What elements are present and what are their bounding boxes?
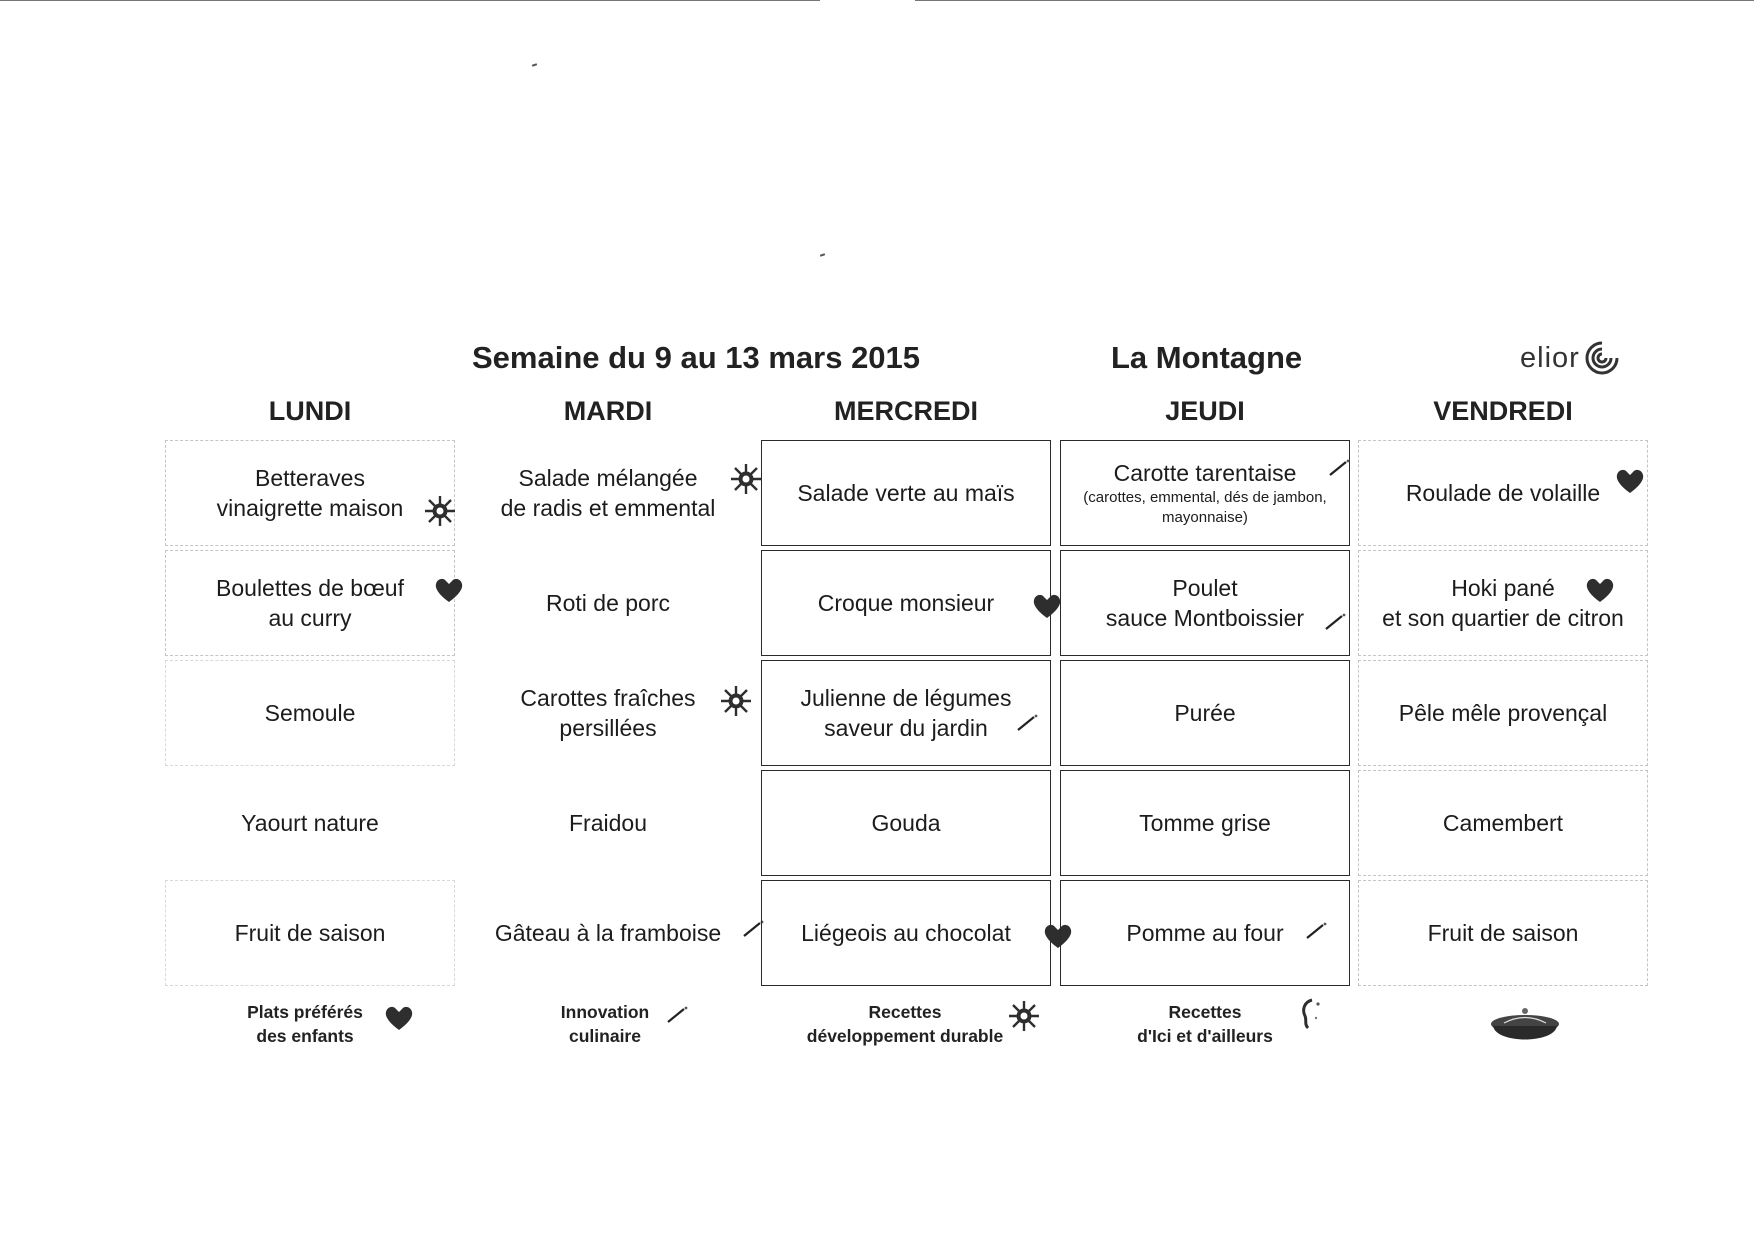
dish-text: au curry [268, 605, 352, 631]
dish-text: Salade mélangée [518, 465, 698, 491]
menu-cell [761, 770, 1051, 876]
dish-text: Salade verte au maïs [797, 480, 1015, 506]
dish-text: Gouda [871, 810, 941, 836]
dish-text: Pêle mêle provençal [1398, 700, 1608, 726]
heart-icon [1615, 467, 1645, 495]
dish-text: persillées [559, 715, 657, 741]
wand-icon [666, 1006, 688, 1024]
menu-cell [463, 440, 753, 546]
sun-icon [424, 495, 456, 527]
menu-cell [165, 440, 455, 546]
scan-speck [820, 253, 825, 257]
wand-icon [1305, 922, 1327, 940]
dish-text: Semoule [264, 700, 356, 726]
elior-logo [1520, 340, 1620, 376]
menu-cell [463, 770, 753, 876]
day-header-mercredi: MERCREDI [833, 396, 978, 426]
dish-text: Fraidou [569, 810, 647, 836]
dish-text: Poulet [1172, 575, 1238, 601]
sun-icon [720, 685, 752, 717]
dish-note: (carottes, emmental, dés de jambon, [1083, 489, 1327, 506]
menu-cell [463, 880, 753, 986]
wand-icon [1324, 613, 1346, 631]
day-header-lundi: LUNDI [268, 396, 352, 426]
day-header-jeudi: JEUDI [1165, 396, 1245, 426]
menu-cell [165, 770, 455, 876]
menu-cell [1358, 660, 1648, 766]
day-header-vendredi: VENDREDI [1433, 396, 1573, 426]
heart-icon [384, 1004, 414, 1032]
menu-cell [463, 660, 753, 766]
dish-text: de radis et emmental [500, 495, 716, 521]
dish-text: Julienne de légumes [800, 685, 1012, 711]
heart-icon [1585, 576, 1615, 604]
menu-cell [1060, 660, 1350, 766]
dish-text: Carottes fraîches [520, 685, 696, 711]
menu-cell [165, 660, 455, 766]
dish-text: Tomme grise [1139, 810, 1271, 836]
legend-label: Innovation [560, 1002, 650, 1022]
menu-cell [761, 660, 1051, 766]
legend-label: des enfants [256, 1026, 354, 1046]
dish-text: Roti de porc [545, 590, 670, 616]
dish-text: Fruit de saison [234, 920, 386, 946]
menu-cell [761, 880, 1051, 986]
menu-cell [761, 550, 1051, 656]
scan-edge-top-left [0, 0, 820, 1]
menu-cell [1358, 880, 1648, 986]
week-title: Semaine du 9 au 13 mars 2015 [472, 340, 921, 375]
dish-text: Pomme au four [1126, 920, 1284, 946]
dish-text: sauce Montboissier [1105, 605, 1305, 631]
dish-text: Liégeois au chocolat [801, 920, 1011, 946]
dish-text: Carotte tarentaise [1113, 460, 1297, 486]
menu-cell [1060, 440, 1350, 546]
school-name: La Montagne [1111, 340, 1303, 375]
day-header-mardi: MARDI [563, 396, 653, 426]
menu-cell [1060, 550, 1350, 656]
legend-label: Recettes [1168, 1002, 1242, 1022]
menu-cell [1060, 770, 1350, 876]
wand-icon [1328, 459, 1350, 477]
dish-text: Gâteau à la framboise [494, 920, 722, 946]
dish-text: et son quartier de citron [1382, 605, 1624, 631]
bowl-logo-icon [1488, 1006, 1562, 1052]
menu-cell [1358, 440, 1648, 546]
legend-item [1095, 1000, 1315, 1048]
dish-note: mayonnaise) [1162, 509, 1248, 526]
swirl-logo-icon [1584, 340, 1620, 376]
scan-edge-top-right [915, 0, 1754, 1]
dish-text: Croque monsieur [817, 590, 995, 616]
logo-text: elior [1520, 341, 1580, 374]
legend-item [795, 1000, 1015, 1048]
dish-text: saveur du jardin [824, 715, 988, 741]
dish-text: Hoki pané [1451, 575, 1555, 601]
heart-icon [1032, 592, 1062, 620]
dish-text: Roulade de volaille [1405, 480, 1601, 506]
menu-cell [1358, 770, 1648, 876]
legend-item [195, 1000, 415, 1048]
dish-text: Purée [1174, 700, 1236, 726]
legend-label: développement durable [806, 1026, 1004, 1046]
globe-icon [1296, 998, 1324, 1030]
sun-icon [730, 463, 762, 495]
menu-cell [165, 550, 455, 656]
scan-speck [532, 63, 537, 67]
heart-icon [434, 576, 464, 604]
dish-text: vinaigrette maison [216, 495, 404, 521]
menu-cell [165, 880, 455, 986]
legend-label: d'Ici et d'ailleurs [1137, 1026, 1273, 1046]
dish-text: Fruit de saison [1427, 920, 1579, 946]
menu-cell [463, 550, 753, 656]
legend-label: culinaire [569, 1026, 641, 1046]
sun-icon [1008, 1000, 1040, 1032]
dish-text: Boulettes de bœuf [216, 575, 404, 601]
legend-label: Recettes [868, 1002, 942, 1022]
menu-cell [761, 440, 1051, 546]
dish-text: Betteraves [255, 465, 365, 491]
dish-text: Yaourt nature [241, 810, 379, 836]
legend-label: Plats préférés [247, 1002, 363, 1022]
dish-text: Camembert [1442, 810, 1564, 836]
wand-icon [1016, 714, 1038, 732]
